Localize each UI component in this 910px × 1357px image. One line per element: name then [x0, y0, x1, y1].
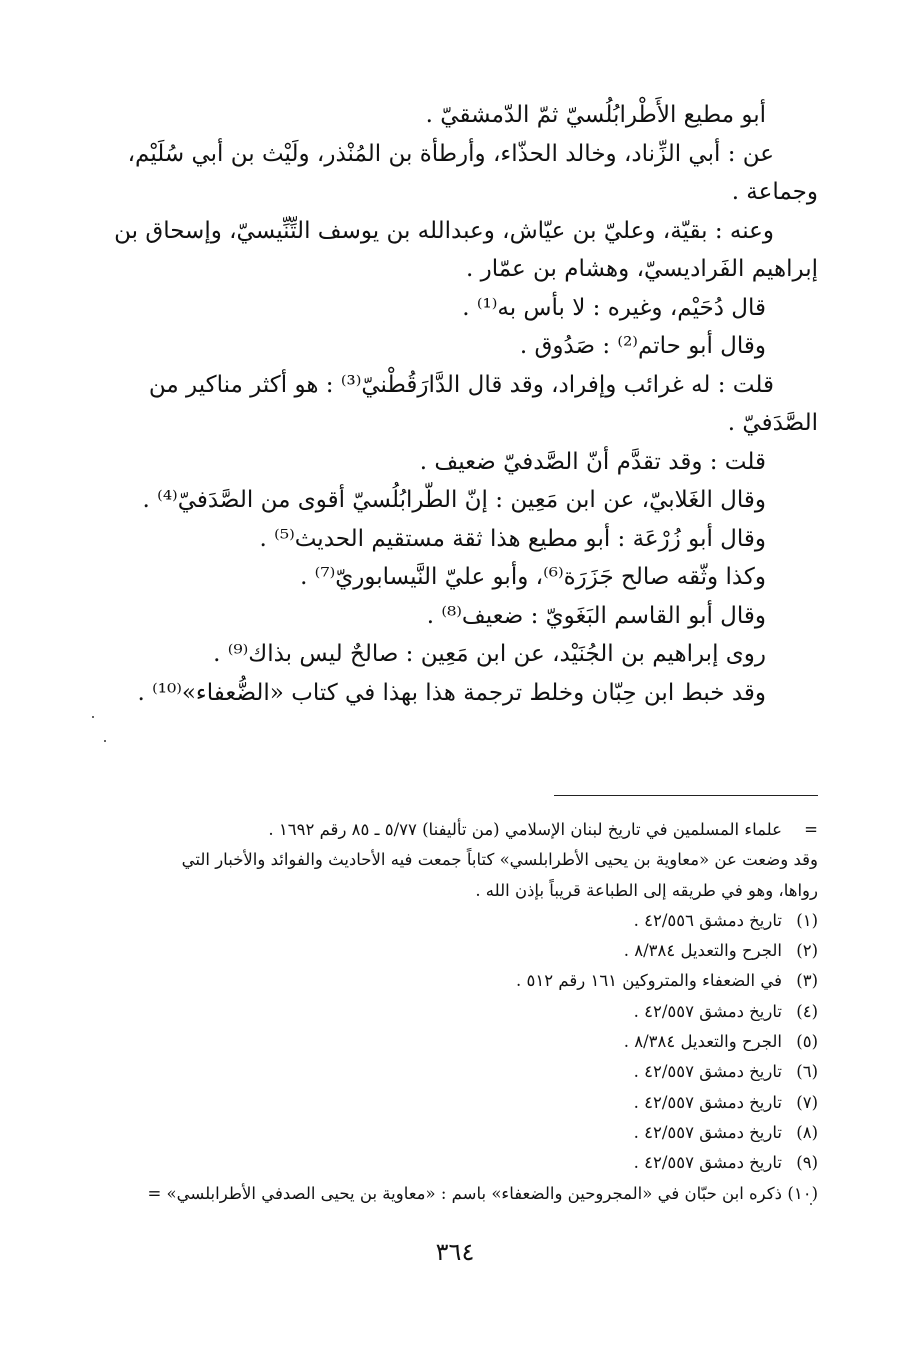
text-line: روى إبراهيم بن الجُنَيْد، عن ابن مَعِين : صالحٌ ليس بذاك⁽⁹⁾ . [213, 641, 766, 667]
footnote-item [98, 906, 818, 936]
text-line: وعنه : بقيّة، وعليّ بن عيّاش، وعبدالله بن يوسف التِّنِّيسيّ، وإسحاق بن [114, 217, 774, 244]
footnote-item [98, 1027, 818, 1057]
footnote-number: (١٠) [787, 1183, 818, 1203]
text-line: قلت : له غرائب وإفراد، وقد قال الدَّارَقُطْنيّ⁽³⁾ : هو أكثر مناكير من [148, 371, 774, 398]
footnote-text: وقد وضعت عن «معاوية بن يحيى الأطرابلسي» كتاباً جمعت فيه الأحاديث والفوائد والأخبار التي [181, 850, 818, 870]
footnote-number: (٩) [796, 1153, 818, 1173]
footnote-text: ذكره ابن حبّان في «المجروحين والضعفاء» باسم : «معاوية بن يحيى الصدفي الأطرابلسي» = [147, 1183, 782, 1203]
scan-speck [810, 1203, 812, 1205]
footnote-item [98, 966, 818, 996]
footnote-item [98, 1088, 818, 1118]
footnote-text: تاريخ دمشق ٤٢/٥٥٧ . [633, 1062, 782, 1082]
footnote-text: الجرح والتعديل ٨/٣٨٤ . [623, 941, 782, 961]
text-line: وجماعة . [731, 179, 818, 205]
footnote-text: رواها، وهو في طريقه إلى الطباعة قريباً بإذن الله . [475, 880, 818, 900]
page-number: ٣٦٤ [435, 1238, 475, 1266]
footnote-continuation [98, 815, 818, 845]
footnote-item [98, 1179, 818, 1209]
text-line: وقال أبو القاسم البَغَويّ : ضعيف⁽⁸⁾ . [426, 602, 766, 629]
text-line: إبراهيم الفَراديسيّ، وهشام بن عمّار . [465, 256, 818, 282]
footnote-text: تاريخ دمشق ٤٢/٥٥٧ . [633, 1092, 782, 1112]
scan-speck [104, 740, 106, 742]
footnote-number: (٥) [796, 1032, 818, 1052]
text-line: وكذا وثّقه صالح جَزَرَة⁽⁶⁾، وأبو عليّ النَّيسابوريّ⁽⁷⁾ . [300, 564, 766, 590]
text-line: وقال أبو حاتم⁽²⁾ : صَدُوق . [519, 333, 766, 359]
footnote-number: (١) [796, 910, 818, 930]
text-line: أبو مطيع الأَطْرابُلُسيّ ثمّ الدّمشقيّ . [425, 102, 766, 128]
text-line: عن : أبي الزِّناد، وخالد الحذّاء، وأرطأة بن المُنْذر، ولَيْث بن أبي سُلَيْم، [127, 140, 774, 167]
text-line: الصَّدَفيّ . [727, 410, 818, 436]
text-line: قلت : وقد تقدَّم أنّ الصَّدفيّ ضعيف . [419, 448, 766, 475]
footnote-item [98, 1148, 818, 1178]
main-text [98, 96, 818, 712]
footnotes [98, 815, 818, 1209]
footnote-number: (٤) [796, 1001, 818, 1021]
footnote-item [98, 1118, 818, 1148]
footnote-number: (٢) [796, 941, 818, 961]
footnote-separator [554, 795, 818, 796]
text-line: قال دُحَيْم، وغيره : لا بأس به⁽¹⁾ . [462, 294, 766, 321]
footnote-number: (٦) [796, 1062, 818, 1082]
footnote-text: علماء المسلمين في تاريخ لبنان الإسلامي (من تأليفنا) ٥/٧٧ ـ ٨٥ رقم ١٦٩٢ . [268, 820, 782, 839]
footnote-number: (٨) [796, 1122, 818, 1142]
text-line: وقال الغَلابيّ، عن ابن مَعِين : إنّ الطّرابُلُسيّ أقوى من الصَّدَفيّ⁽⁴⁾ . [142, 487, 766, 513]
footnote-number: (٣) [796, 971, 818, 991]
footnote-text: في الضعفاء والمتروكين ١٦١ رقم ٥١٢ . [516, 971, 782, 991]
footnote-text: تاريخ دمشق ٤٢/٥٥٦ . [633, 910, 782, 930]
continuation-marker: = [804, 820, 818, 839]
footnote-number: (٧) [796, 1092, 818, 1112]
footnote-text: تاريخ دمشق ٤٢/٥٥٧ . [633, 1153, 782, 1173]
footnote-text: تاريخ دمشق ٤٢/٥٥٧ . [633, 1001, 782, 1021]
text-line: وقد خبط ابن حِبّان وخلط ترجمة هذا بهذا في كتاب «الضُّعفاء»⁽¹⁰⁾ . [137, 679, 766, 706]
text-line: وقال أبو زُرْعَة : أبو مطيع هذا ثقة مستقيم الحديث⁽⁵⁾ . [259, 525, 766, 552]
footnote-text: الجرح والتعديل ٨/٣٨٤ . [623, 1032, 782, 1052]
footnote-text: تاريخ دمشق ٤٢/٥٥٧ . [633, 1122, 782, 1142]
scan-speck [92, 716, 94, 718]
footnote-item [98, 997, 818, 1027]
footnote-item [98, 936, 818, 966]
footnote-item [98, 1057, 818, 1087]
